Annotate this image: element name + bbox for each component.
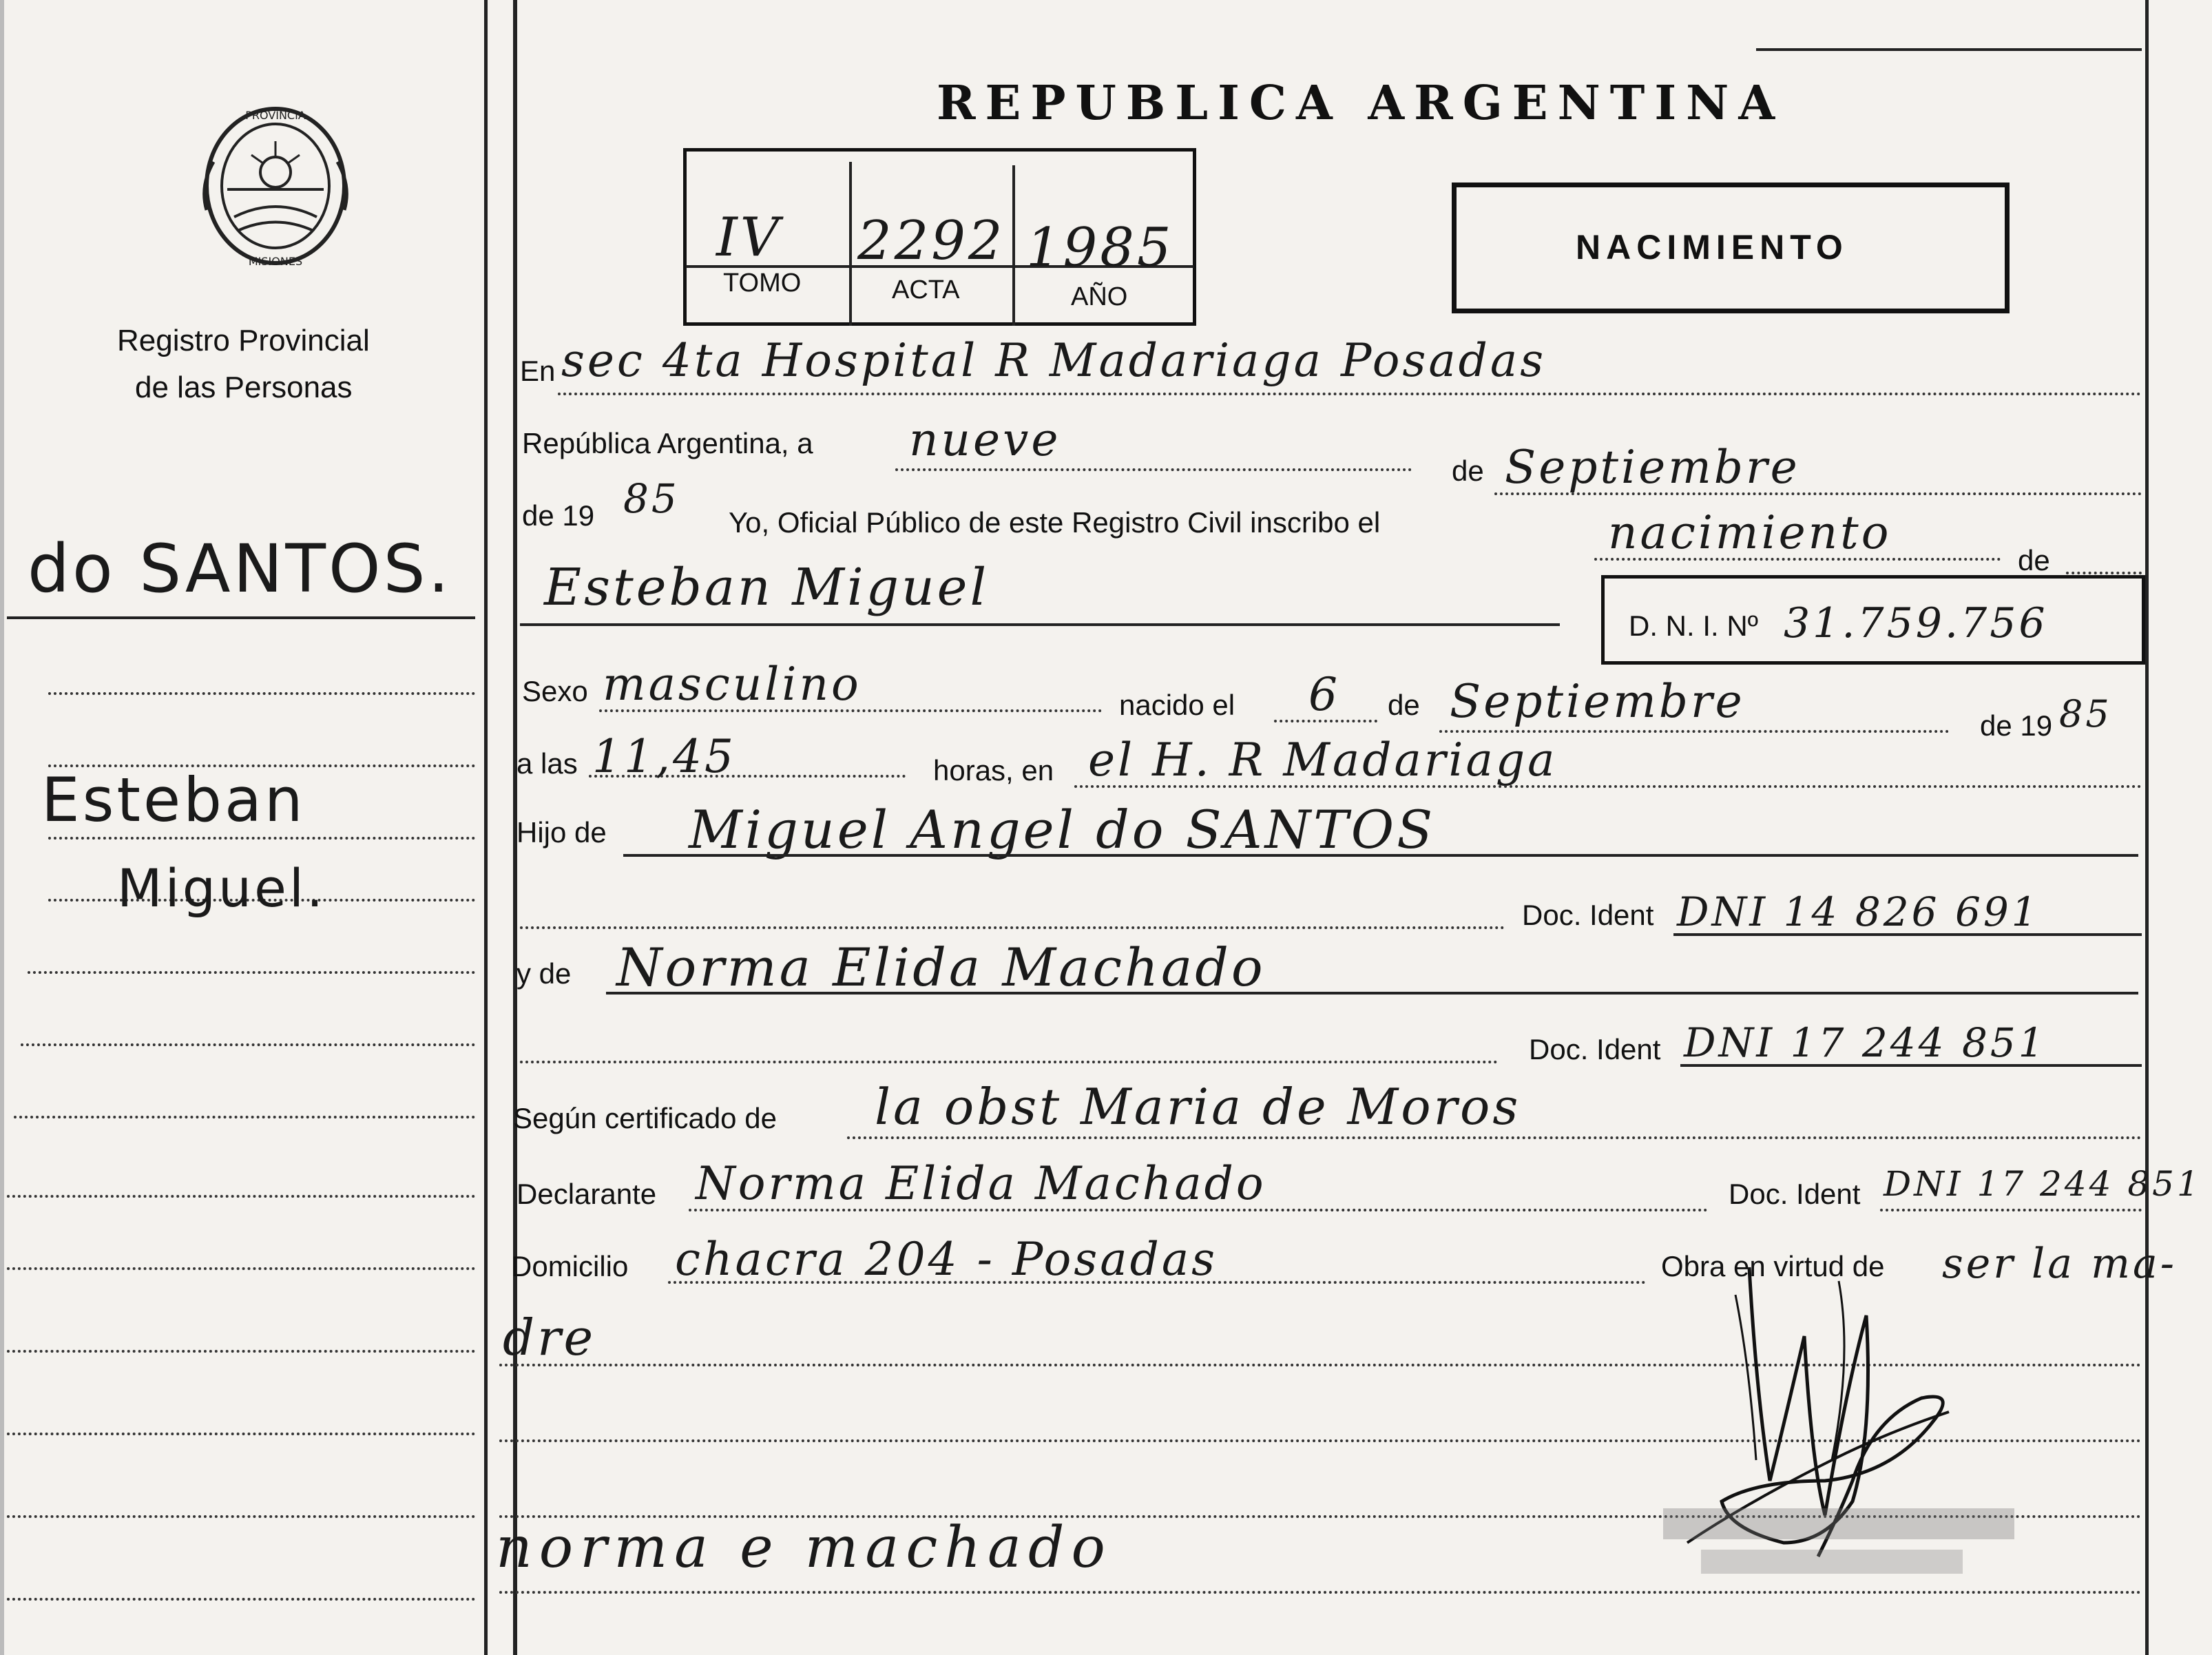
father-doc-label: Doc. Ident [1522,899,1654,931]
margin-given-name-1: Esteban [41,764,306,835]
margin-line [7,1267,475,1270]
domicilio-line [668,1281,1646,1284]
horas-label: horas, en [933,754,1054,787]
segun-line [847,1136,2142,1139]
tomo-label: TOMO [723,269,802,298]
acta-value: 2292 [857,210,1005,272]
hijo-label: Hijo de [517,816,607,849]
de-line-2 [2066,572,2142,574]
child-name-line [520,623,1560,626]
left-page-edge [0,0,4,1655]
dni-value: 31.759.756 [1784,599,2048,647]
declarante-value: Norma Elida Machado [696,1157,1266,1210]
margin-line [7,1433,475,1435]
en-value: sec 4ta Hospital R Madariaga Posadas [561,334,1547,387]
father-name: Miguel Angel do SANTOS [689,799,1436,860]
declarant-signature: norma e machado [496,1515,1112,1581]
segun-value: la obst Maria de Moros [875,1078,1521,1136]
birth-month: Septiembre [1450,675,1745,728]
coat-of-arms-seal [186,100,365,272]
nacido-label: nacido el [1119,689,1235,721]
margin-line [48,692,475,695]
father-doc-line [1673,933,2142,936]
declarante-doc-label: Doc. Ident [1729,1178,1861,1210]
margin-surname: do SANTOS. [28,530,452,607]
reference-divider [849,162,852,326]
mother-line-2 [520,1061,1498,1063]
official-stamp [1660,1501,2018,1584]
republica-label: República Argentina, a [522,427,813,459]
father-doc: DNI 14 826 691 [1677,888,2040,935]
father-name-line [623,854,2138,857]
margin-line [48,837,475,840]
reference-divider [1012,165,1015,326]
birth-year-value: 85 [2059,692,2112,736]
father-line-2 [520,926,1505,929]
time-value: 11,45 [592,730,736,783]
margin-line [14,1116,475,1118]
mother-doc: DNI 17 244 851 [1684,1019,2047,1066]
place-line [1074,785,2142,788]
y-de-label: y de [517,957,572,990]
de-label-3: de [1388,689,1420,721]
margin-line [28,971,475,974]
mother-doc-label: Doc. Ident [1529,1033,1661,1065]
a-las-label: a las [517,747,578,780]
oficial-text: Yo, Oficial Público de este Registro Civil inscribo el [729,506,1381,539]
ano-label: AÑO [1071,282,1128,311]
record-type-title: NACIMIENTO [1576,228,1848,267]
obra-label: Obra en virtud de [1661,1250,1885,1282]
declarante-doc: DNI 17 244 851 [1884,1164,2202,1204]
right-page-edge [2145,0,2149,1655]
acta-label: ACTA [892,275,960,304]
ano-value: 1985 [1026,217,1174,279]
place-value: el H. R Madariaga [1088,733,1558,787]
obra-value: ser la ma- [1942,1240,2178,1288]
birth-day: 6 [1308,668,1340,721]
margin-given-name-2: Miguel. [117,857,326,919]
mother-name: Norma Elida Machado [616,937,1266,998]
country-title: REPUBLICA ARGENTINA [937,76,1785,131]
obra-continuation: dre [503,1309,596,1366]
column-divider-outer [484,0,488,1655]
sexo-value: masculino [603,658,862,711]
sexo-line [599,709,1102,712]
birth-day-line [1274,720,1377,722]
month-written: Septiembre [1505,441,1800,494]
year-value: 85 [623,475,680,522]
birth-year-label: de 19 [1980,709,2053,742]
mother-doc-line [1680,1064,2142,1067]
en-line [558,393,2142,395]
de-label: de [1452,455,1484,487]
inscribo-line [1594,558,2001,561]
sexo-label: Sexo [522,675,588,707]
tomo-value: IV [716,207,782,269]
svg-text:MISIONES: MISIONES [248,255,303,268]
top-rule [1756,48,2142,51]
registry-name-line2: de las Personas [135,371,353,404]
birth-month-line [1439,730,1949,733]
margin-surname-line [7,616,475,619]
day-written: nueve [909,413,1061,466]
child-name: Esteban Miguel [544,558,990,617]
margin-line [7,1195,475,1198]
registry-name-line1: Registro Provincial [117,324,370,357]
margin-line [7,1598,475,1601]
declarante-doc-line [1880,1209,2142,1211]
margin-line [7,1350,475,1353]
inscribo-value: nacimiento [1608,506,1892,559]
year-label: de 19 [522,499,595,532]
declarante-line [689,1209,1708,1211]
domicilio-value: chacra 204 - Posadas [675,1233,1218,1286]
domicilio-label: Domicilio [511,1250,629,1282]
margin-line [7,1515,475,1518]
declarante-label: Declarante [517,1178,657,1210]
dni-label: D. N. I. Nº [1629,610,1759,642]
mother-name-line [606,992,2138,995]
time-line [589,775,906,778]
de-label-2: de [2018,544,2050,576]
month-line [1494,492,2142,495]
svg-text:PROVINCIA: PROVINCIA [245,109,306,122]
margin-line [21,1043,475,1046]
day-line [895,468,1412,471]
segun-label: Según certificado de [513,1102,777,1134]
en-label: En [520,355,556,387]
